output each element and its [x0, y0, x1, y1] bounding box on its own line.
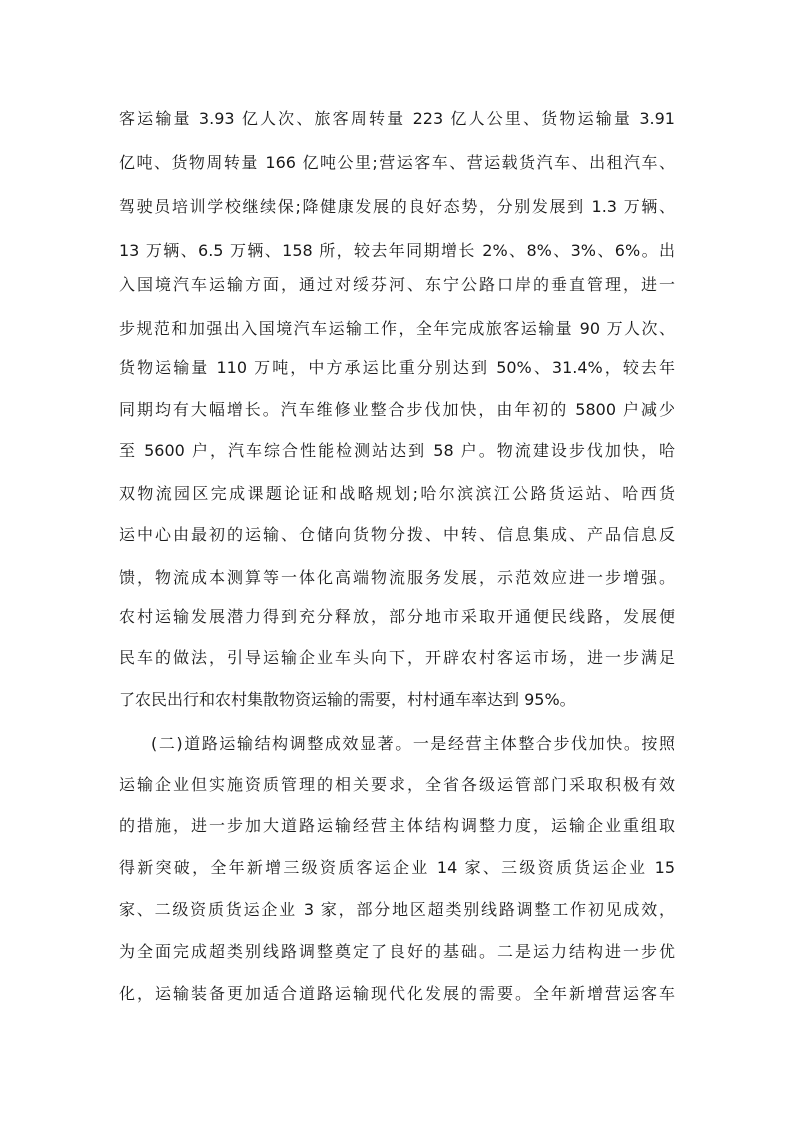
text-line: 家、二级资质货运企业 3 家，部分地区超类别线路调整工作初见成效， [119, 900, 675, 919]
paragraph-first-line: (二)道路运输结构调整成效显著。一是经营主体整合步伐加快。按照 [151, 734, 675, 753]
text-line: 运输企业但实施资质管理的相关要求，全省各级运管部门采取积极有效 [119, 775, 675, 794]
text-line: 客运输量 3.93 亿人次、旅客周转量 223 亿人公里、货物运输量 3.91 [119, 109, 675, 128]
text-line: 民车的做法，引导运输企业车头向下，开辟农村客运市场，进一步满足 [119, 648, 675, 667]
text-line: 化，运输装备更加适合道路运输现代化发展的需要。全年新增营运客车 [119, 984, 675, 1003]
text-line: 馈，物流成本测算等一体化高端物流服务发展，示范效应进一步增强。 [119, 568, 675, 587]
text-line: 亿吨、货物周转量 166 亿吨公里;营运客车、营运载货汽车、出租汽车、 [119, 153, 675, 172]
text-line: 13 万辆、6.5 万辆、158 所，较去年同期增长 2%、8%、3%、6%。出 [119, 241, 675, 260]
text-line: 驾驶员培训学校继续保;降健康发展的良好态势，分别发展到 1.3 万辆、 [119, 197, 675, 216]
text-line: 的措施，进一步加大道路运输经营主体结构调整力度，运输企业重组取 [119, 816, 675, 835]
text-line: 步规范和加强出入国境汽车运输工作，全年完成旅客运输量 90 万人次、 [119, 319, 675, 338]
text-line: 双物流园区完成课题论证和战略规划;哈尔滨滨江公路货运站、哈西货 [119, 484, 675, 503]
text-line: 得新突破，全年新增三级资质客运企业 14 家、三级资质货运企业 15 [119, 858, 675, 877]
text-line: 同期均有大幅增长。汽车维修业整合步伐加快，由年初的 5800 户减少 [119, 400, 675, 419]
text-line: 农村运输发展潜力得到充分释放，部分地市采取开通便民线路，发展便 [119, 607, 675, 626]
text-line: 了农民出行和农村集散物资运输的需要，村村通车率达到 95%。 [119, 690, 576, 709]
text-line: 至 5600 户，汽车综合性能检测站达到 58 户。物流建设步伐加快，哈 [119, 441, 675, 460]
text-line: 入国境汽车运输方面，通过对绥芬河、东宁公路口岸的垂直管理，进一 [119, 275, 675, 294]
text-line: 运中心由最初的运输、仓储向货物分拨、中转、信息集成、产品信息反 [119, 525, 675, 544]
text-line: 货物运输量 110 万吨，中方承运比重分别达到 50%、31.4%，较去年 [119, 358, 675, 377]
text-line: 为全面完成超类别线路调整奠定了良好的基础。二是运力结构进一步优 [119, 942, 675, 961]
